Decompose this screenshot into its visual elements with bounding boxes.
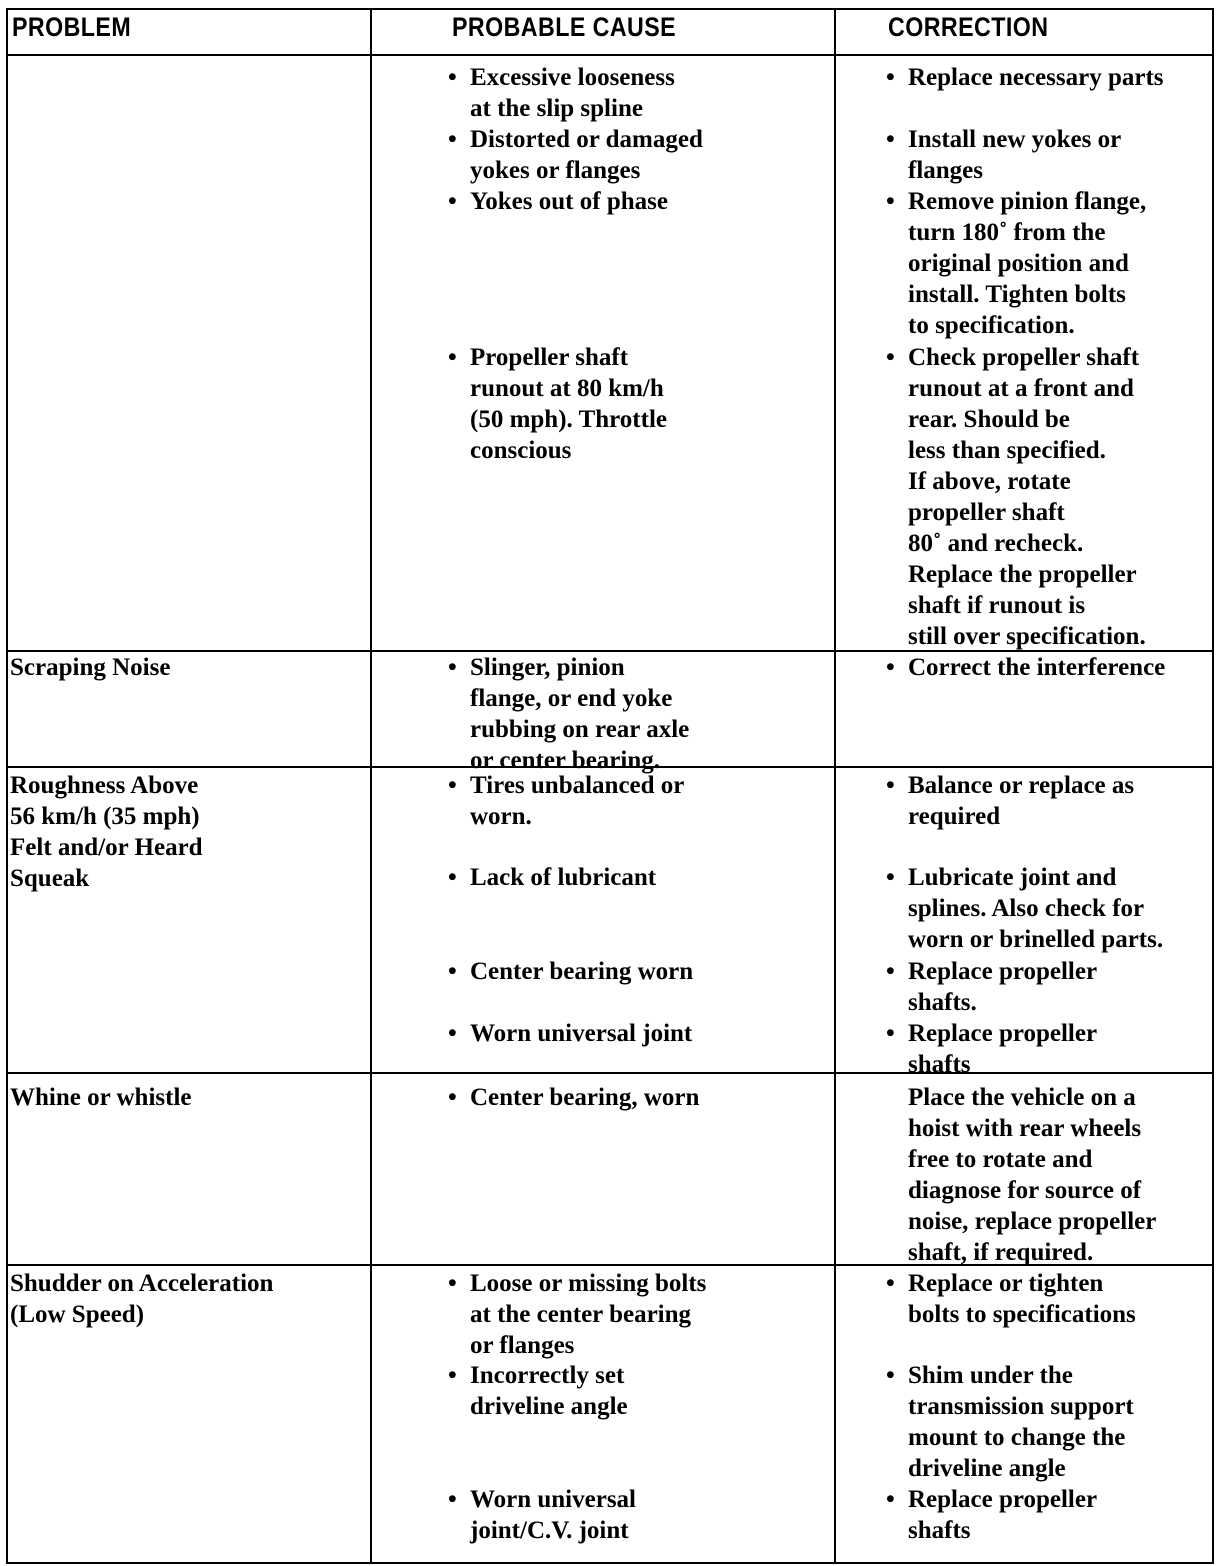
correction-entry [886, 1268, 1212, 1330]
bullet-icon: • [448, 1084, 457, 1111]
correction-entry [886, 62, 1212, 93]
cause-text: Excessive looseness at the slip spline [470, 64, 675, 122]
bullet-icon: • [886, 188, 895, 215]
correction-text: Shim under the transmission support mount to change the driveline angle [908, 1362, 1134, 1482]
correction-text: Replace propeller shafts [908, 1486, 1098, 1544]
bullet-icon: • [886, 64, 895, 91]
correction-text: Correct the interference [908, 654, 1166, 681]
bullet-icon: • [448, 1270, 457, 1297]
cause-text: Center bearing worn [470, 958, 694, 985]
cause-entry [448, 124, 828, 186]
correction-text: Replace propeller shafts. [908, 958, 1098, 1016]
header-divider [6, 54, 1214, 56]
bullet-icon: • [448, 188, 457, 215]
correction-text: Place the vehicle on a hoist with rear wheels free to rotate and diagnose for source of noise, replace propeller shaft, if required. [908, 1084, 1157, 1266]
cause-text: Propeller shaft runout at 80 km/h (50 mph). Throttle conscious [470, 344, 667, 464]
cause-entry [448, 862, 828, 893]
cause-text: Distorted or damaged yokes or flanges [470, 126, 703, 184]
cause-entry [448, 1360, 828, 1422]
column-divider-2 [834, 8, 836, 1564]
cause-text: Slinger, pinion flange, or end yoke rubbing on rear axle or center bearing. [470, 654, 690, 774]
bullet-icon: • [448, 654, 457, 681]
problem-label: Shudder on Acceleration (Low Speed) [10, 1270, 274, 1328]
correction-entry [886, 956, 1212, 1018]
bullet-icon: • [448, 344, 457, 371]
cause-entry [448, 342, 828, 466]
problem-label: Whine or whistle [10, 1084, 192, 1111]
column-divider-1 [370, 8, 372, 1564]
correction-entry [886, 124, 1212, 186]
bullet-icon: • [886, 1486, 895, 1513]
problem-label: Roughness Above 56 km/h (35 mph) Felt and/or Heard Squeak [10, 772, 203, 892]
bullet-icon: • [448, 772, 457, 799]
bullet-icon: • [886, 126, 895, 153]
cause-entry [448, 186, 828, 217]
cause-entry [448, 1484, 828, 1546]
correction-entry [886, 342, 1212, 652]
cause-text: Incorrectly set driveline angle [470, 1362, 628, 1420]
header-correction: CORRECTION [888, 12, 1049, 42]
bullet-icon: • [886, 772, 895, 799]
correction-text: Lubricate joint and splines. Also check for worn or brinelled parts. [908, 864, 1164, 953]
correction-text: Replace or tighten bolts to specifications [908, 1270, 1136, 1328]
bullet-icon: • [886, 344, 895, 371]
correction-text: Remove pinion flange, turn 180˚ from the original position and install. Tighten bolts to specification. [908, 188, 1147, 339]
bullet-icon: • [886, 1362, 895, 1389]
correction-entry [886, 652, 1212, 683]
bullet-icon: • [448, 1486, 457, 1513]
correction-text: Install new yokes or flanges [908, 126, 1122, 184]
cause-text: Worn universal joint [470, 1020, 693, 1047]
bullet-icon: • [448, 864, 457, 891]
bullet-icon: • [448, 958, 457, 985]
cause-entry [448, 62, 828, 124]
correction-text: Check propeller shaft runout at a front and rear. Should be less than specified. If above, rotate propeller shaft 80˚ and recheck. Replace the propeller shaft if runout is still over specification. [908, 344, 1146, 650]
cause-entry [448, 1268, 828, 1361]
header-probable-cause: PROBABLE CAUSE [452, 12, 677, 42]
correction-entry [886, 1360, 1212, 1484]
correction-entry [886, 862, 1212, 955]
bullet-icon: • [448, 64, 457, 91]
bullet-icon: • [886, 958, 895, 985]
cause-entry [448, 1082, 828, 1113]
cause-entry [448, 1018, 828, 1049]
cause-entry [448, 770, 828, 832]
cause-text: Lack of lubricant [470, 864, 657, 891]
correction-text: Replace necessary parts [908, 64, 1164, 91]
bullet-icon: • [448, 1020, 457, 1047]
bullet-icon: • [886, 1020, 895, 1047]
bullet-icon: • [886, 1270, 895, 1297]
cause-text: Loose or missing bolts at the center bearing or flanges [470, 1270, 707, 1359]
correction-entry [886, 1018, 1212, 1080]
cause-entry [448, 956, 828, 987]
correction-text: Balance or replace as required [908, 772, 1135, 830]
problem-label: Scraping Noise [10, 654, 171, 681]
cause-text: Worn universal joint/C.V. joint [470, 1486, 636, 1544]
bullet-icon: • [886, 864, 895, 891]
correction-entry [886, 770, 1212, 832]
bullet-icon: • [886, 654, 895, 681]
cause-text: Yokes out of phase [470, 188, 668, 215]
cause-text: Center bearing, worn [470, 1084, 700, 1111]
bullet-icon: • [448, 126, 457, 153]
header-problem: PROBLEM [12, 12, 132, 42]
cause-entry [448, 652, 828, 776]
bullet-icon: • [448, 1362, 457, 1389]
correction-entry [886, 1082, 1212, 1268]
correction-entry [886, 1484, 1212, 1546]
correction-entry [886, 186, 1212, 341]
correction-text: Replace propeller shafts [908, 1020, 1098, 1078]
cause-text: Tires unbalanced or worn. [470, 772, 685, 830]
